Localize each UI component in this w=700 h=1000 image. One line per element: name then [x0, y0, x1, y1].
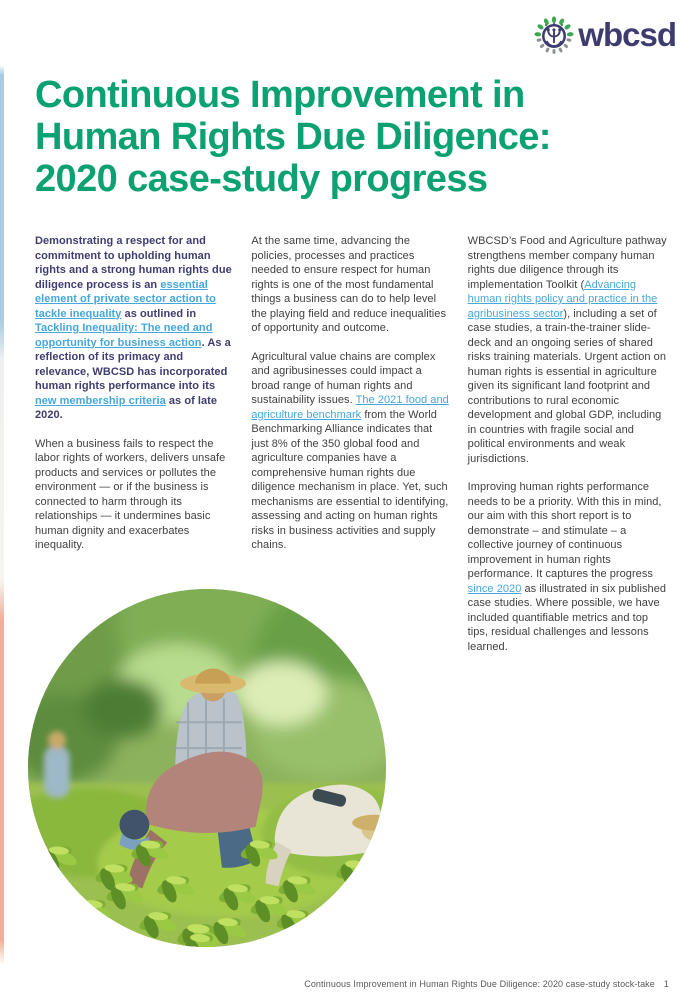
- column-2: [251, 234, 450, 668]
- body-paragraph: [251, 350, 450, 553]
- column-3: [468, 234, 667, 668]
- page-number: 1: [663, 979, 669, 989]
- page-title: [35, 74, 680, 200]
- inline-link[interactable]: new membership criteria: [35, 394, 166, 407]
- inline-link[interactable]: essential element of private sector action to tackle inequality: [35, 278, 216, 320]
- brand-wordmark: wbcsd: [578, 15, 676, 53]
- inline-link[interactable]: since 2020: [467, 582, 522, 595]
- text-segment: as of late 2020.: [35, 394, 218, 421]
- text-segment: When a business fails to respect the labor rights of workers, delivers unsafe products and services or pollutes the environment — or if the business is connected to harm through its relationships — it undermines basic human dignity and exacerbates inequality.: [35, 437, 226, 551]
- title-line: 2020 case-study progress: [35, 158, 488, 200]
- body-columns: [35, 234, 667, 668]
- text-segment: Demonstrating a respect for and commitment to upholding human rights and a strong human rights due diligence process is an: [35, 235, 232, 291]
- body-paragraph: [468, 234, 667, 466]
- text-segment: as illustrated in six published case studies. Where possible, we have included quantifiable metrics and top tips, residual challenges and lessons learned.: [467, 582, 667, 653]
- body-paragraph: [468, 480, 667, 654]
- lead-paragraph: [35, 234, 234, 423]
- field-workers-photo: [28, 589, 386, 947]
- text-segment: ), including a set of case studies, a train-the-trainer slide-deck and an ongoing series of shared risks training materials. Urgent action on human rights is essential in agriculture given its significant land footprint and contributions to rural economic development and global GDP, including in countries with fragile social and political environments and weak jurisdictions.: [467, 307, 667, 465]
- text-segment: Agricultural value chains are complex and agribusinesses could impact a broad range of human rights and sustainability issues.: [251, 350, 436, 406]
- text-segment: At the same time, advancing the policies, processes and practices needed to ensure respect for human rights is one of the most fundamental things a business can do to help level the playing field and reduce inequalities of opportunity and outcome.: [251, 235, 447, 334]
- title-line: Human Rights Due Diligence:: [35, 116, 551, 158]
- inline-link[interactable]: The 2021 food and agriculture benchmark: [251, 394, 449, 421]
- body-paragraph: [35, 437, 234, 553]
- title-line: Continuous Improvement in: [35, 74, 525, 116]
- body-paragraph: [251, 234, 450, 336]
- footer-title: Continuous Improvement in Human Rights Due Diligence: 2020 case-study stock-take: [304, 979, 655, 989]
- text-segment: from the World Benchmarking Alliance indicates that just 8% of the 350 global food and agriculture companies have a comprehensive human rights due diligence mechanism in place. Yet, such mechanisms are essential to identifying, assessing and acting on human rights risks in business activities and supply chains.: [251, 408, 449, 551]
- page-footer: [304, 979, 669, 989]
- text-segment: as outlined in: [121, 307, 197, 320]
- page-edge-strip: [0, 0, 4, 1000]
- text-segment: WBCSD’s Food and Agriculture pathway strengthens member company human rights due diligence through its implementation Toolkit (: [467, 235, 667, 291]
- brand-logo: [533, 15, 676, 57]
- inline-link[interactable]: Tackling Inequality: The need and opportunity for business action: [35, 322, 213, 349]
- text-segment: Improving human rights performance needs to be a priority. With this in mind, our aim with this short report is to demonstrate – and stimulate – a collective journey of continuous improvement in human rights performance. It captures the progress: [467, 481, 662, 580]
- inline-link[interactable]: Advancing human rights policy and practice in the agribusiness sector: [467, 278, 658, 320]
- wbcsd-flower-gear-icon: [533, 15, 575, 57]
- text-segment: . As a reflection of its primacy and relevance, WBCSD has incorporated human rights performance into its: [35, 336, 231, 392]
